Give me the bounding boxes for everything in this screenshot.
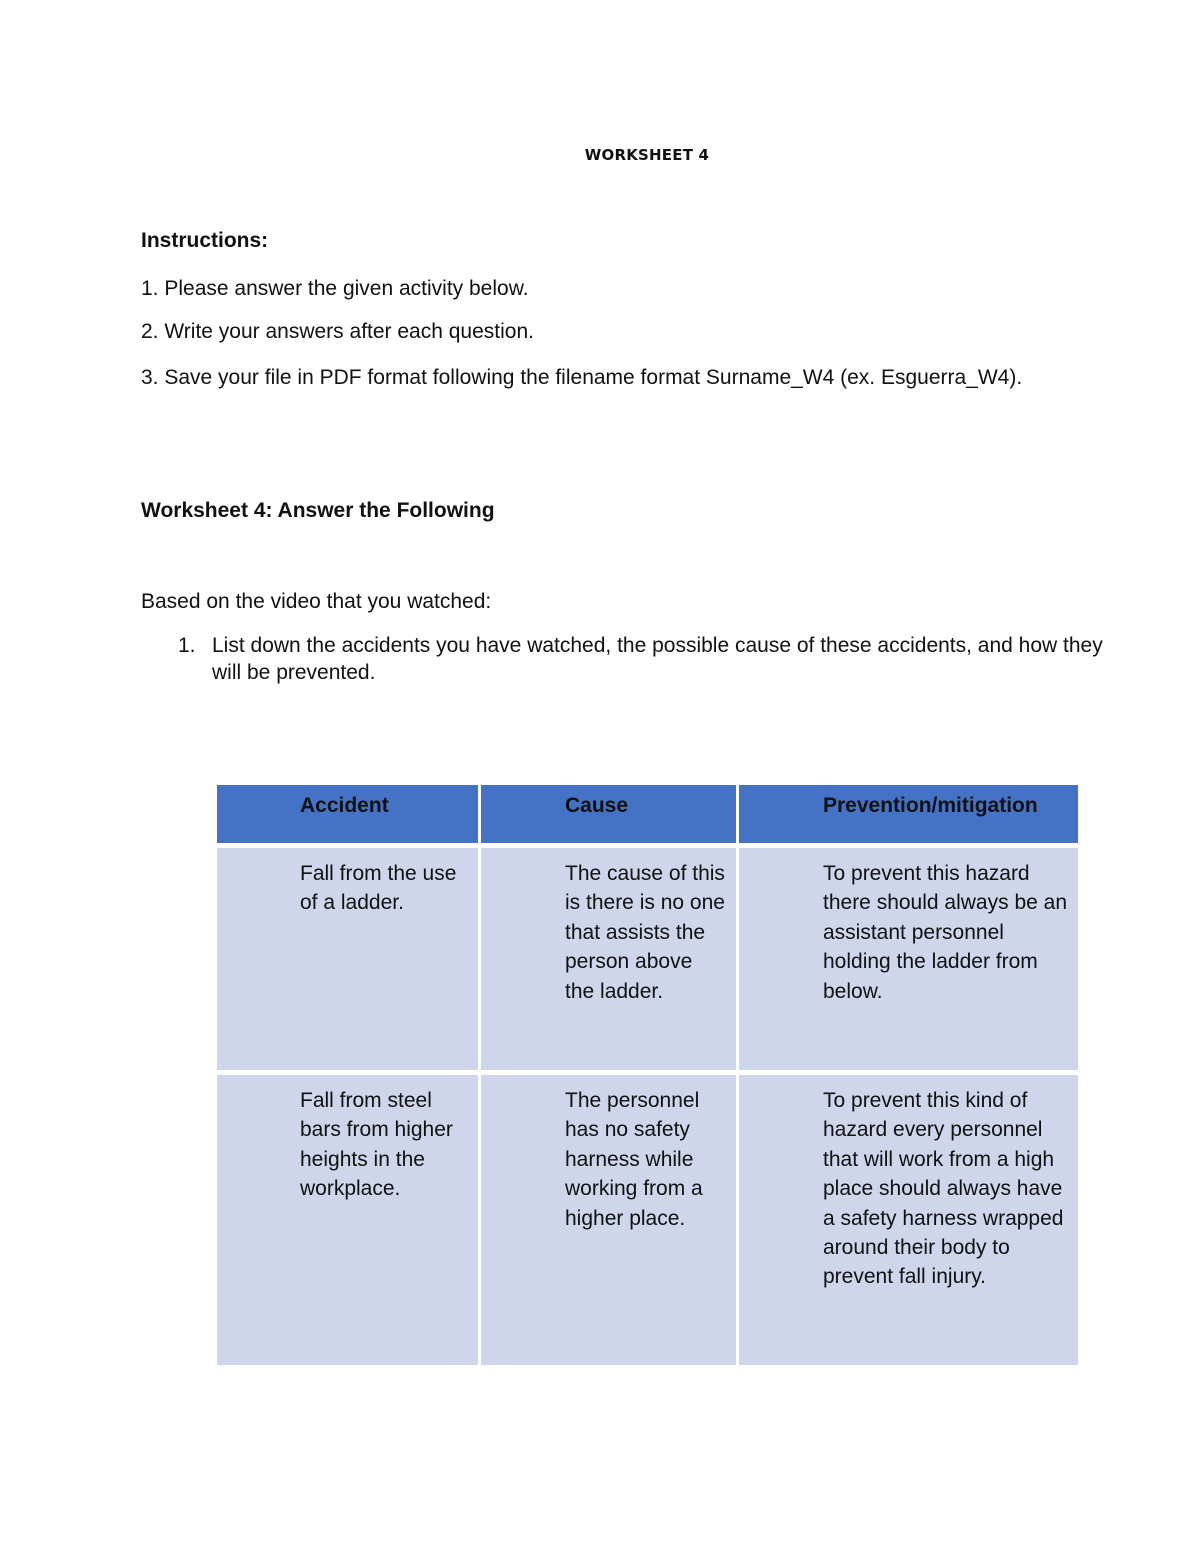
header-prevention <box>739 785 1078 848</box>
question-number: 1. <box>178 634 196 657</box>
header-cause <box>481 785 739 848</box>
header-label: Accident <box>300 794 389 817</box>
section-heading: Worksheet 4: Answer the Following <box>141 499 495 522</box>
table-cell-prevention <box>739 848 1078 1075</box>
question <box>178 632 1128 686</box>
cell-text: The personnel has no safety harness while working from a higher place. <box>565 1089 703 1230</box>
header-label: Prevention/mitigation <box>823 794 1038 817</box>
instruction-item: 1. Please answer the given activity below. <box>141 277 529 300</box>
table-header-row <box>217 785 1078 848</box>
instruction-item: 3. Save your file in PDF format following the filename format Surname_W4 (ex. Esguerra_W4). <box>141 366 1023 389</box>
cell-text: Fall from steel bars from higher heights in the workplace. <box>300 1089 453 1201</box>
table-cell-cause <box>481 848 739 1075</box>
question-text: List down the accidents you have watched, the possible cause of these accidents, and how they will be prevented. <box>212 634 1103 684</box>
table-cell-accident <box>217 848 481 1075</box>
table-cell-prevention <box>739 1075 1078 1370</box>
cell-text: To prevent this kind of hazard every personnel that will work from a high place should always have a safety harness wrapped around their body to prevent fall injury. <box>823 1089 1064 1289</box>
table-row <box>217 848 1078 1075</box>
table-cell-cause <box>481 1075 739 1370</box>
table-row <box>217 1075 1078 1370</box>
instruction-item: 2. Write your answers after each question. <box>141 320 534 343</box>
cell-text: Fall from the use of a ladder. <box>300 862 457 915</box>
cell-text: The cause of this is there is no one that assists the person above the ladder. <box>565 862 725 1003</box>
header-accident <box>217 785 481 848</box>
table-cell-accident <box>217 1075 481 1370</box>
answer-table <box>217 785 1078 1370</box>
intro-text: Based on the video that you watched: <box>141 590 492 613</box>
instructions-heading: Instructions: <box>141 229 269 252</box>
cell-text: To prevent this hazard there should always be an assistant personnel holding the ladder from below. <box>823 862 1067 1003</box>
page-title: WORKSHEET 4 <box>584 146 710 164</box>
header-label: Cause <box>565 794 629 817</box>
